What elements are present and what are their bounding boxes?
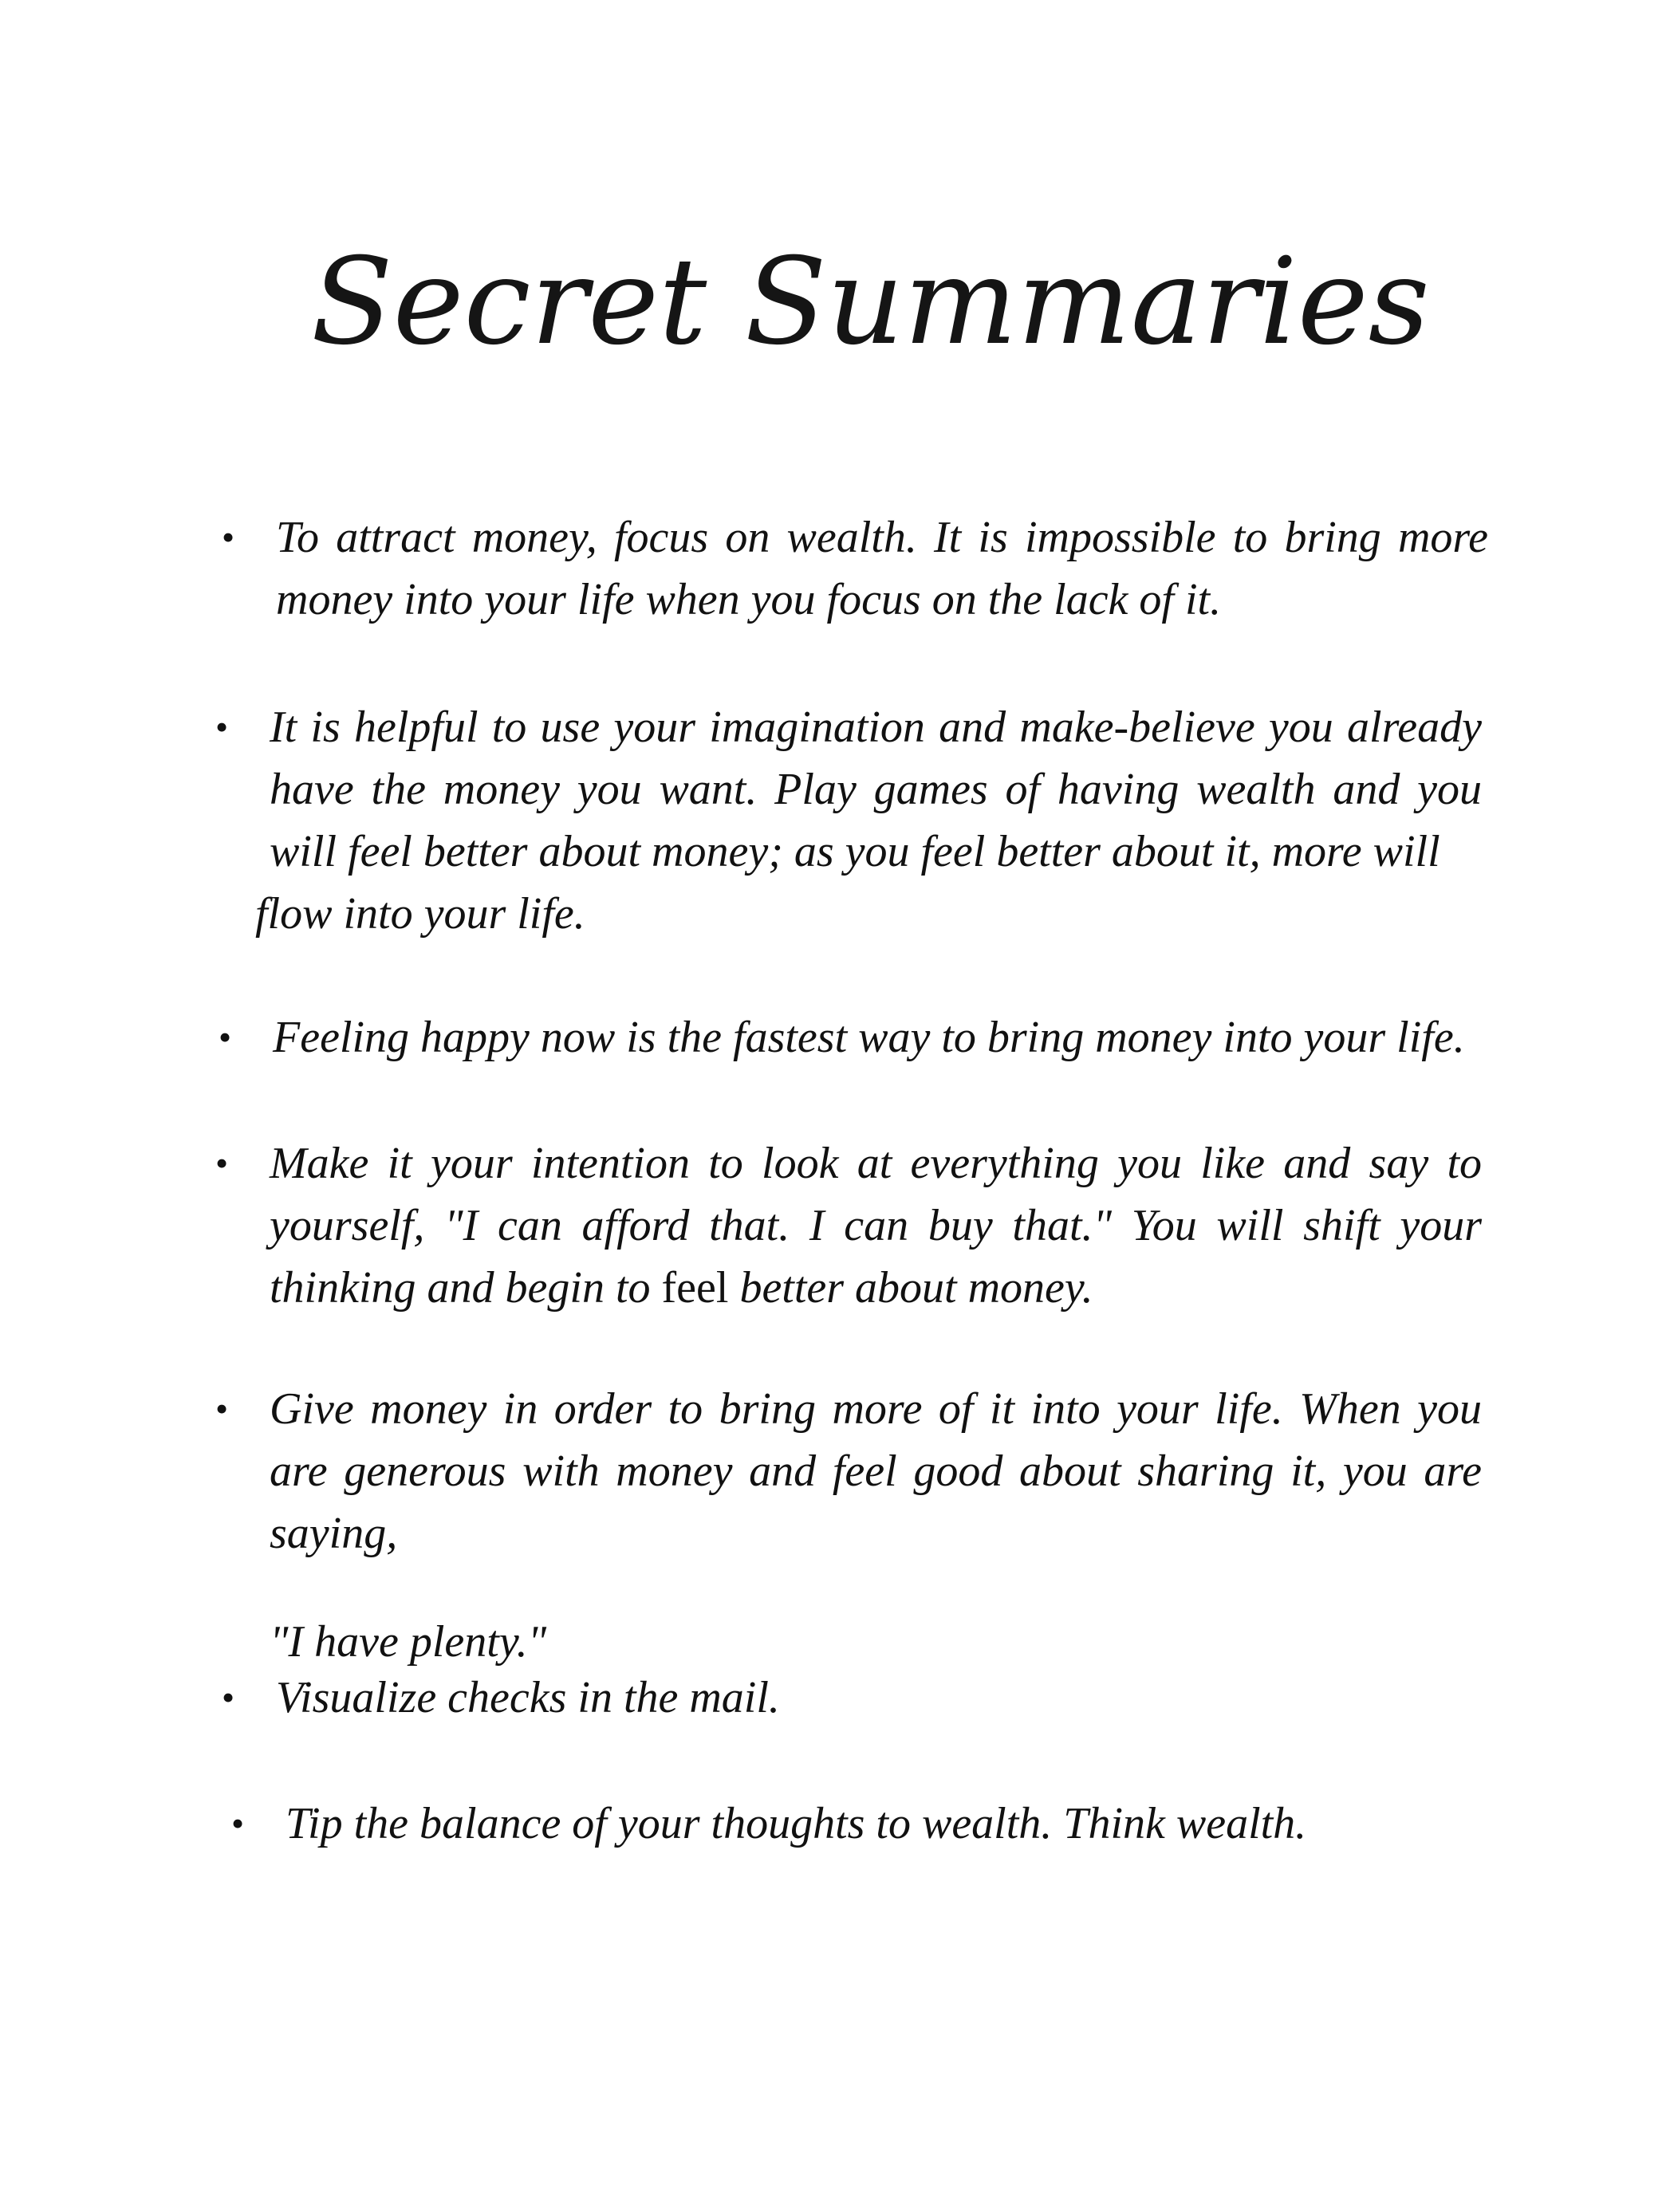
list-item-text: To attract money, focus on wealth. It is impossible to bring more money into your life when you focus on the lack of it. [276,513,1488,624]
upright-word: feel [661,1263,729,1313]
list-item [215,1378,1482,1673]
bullet-marker: • [215,1143,229,1183]
list-item-text: Tip the balance of your thoughts to wealth. Think wealth. [286,1799,1307,1848]
list-item [219,1006,1485,1069]
list-item-text: It is helpful to use your imagination and make-believe you already have the money you want. Play games of having wealth and you will feel better about money; as you feel better about it, more will [270,703,1482,876]
bullet-marker: • [222,517,235,557]
list-item-text: Visualize checks in the mail. [276,1673,780,1722]
bullet-marker: • [215,707,229,747]
bullet-marker: • [222,1677,235,1718]
list-item [215,696,1482,945]
bullet-marker: • [231,1803,245,1844]
bullet-marker: • [219,1017,232,1057]
list-item [222,506,1488,631]
list-item-text-part: Make it your intention to look at everything you like and say to yourself, "I can afford that. I can buy that." You will shift your thinking and begin to [270,1139,1482,1313]
list-item [222,1667,1488,1729]
list-item [215,1132,1482,1319]
title-text: Secret Summaries [311,233,1430,372]
bullet-marker: • [215,1388,229,1429]
list-item-text-part: better about money. [728,1263,1093,1313]
list-item-text [270,1132,1482,1319]
list-item-text: Give money in order to bring more of it into your life. When you are generous with money and feel good about sharing it, you are saying, [270,1384,1482,1558]
list-item-text: Feeling happy now is the fastest way to bring money into your life. [273,1013,1465,1062]
list-item [231,1793,1498,1855]
list-item-quote: "I have plenty." [270,1617,547,1667]
list-item-text-continued: flow into your life. [255,889,585,939]
